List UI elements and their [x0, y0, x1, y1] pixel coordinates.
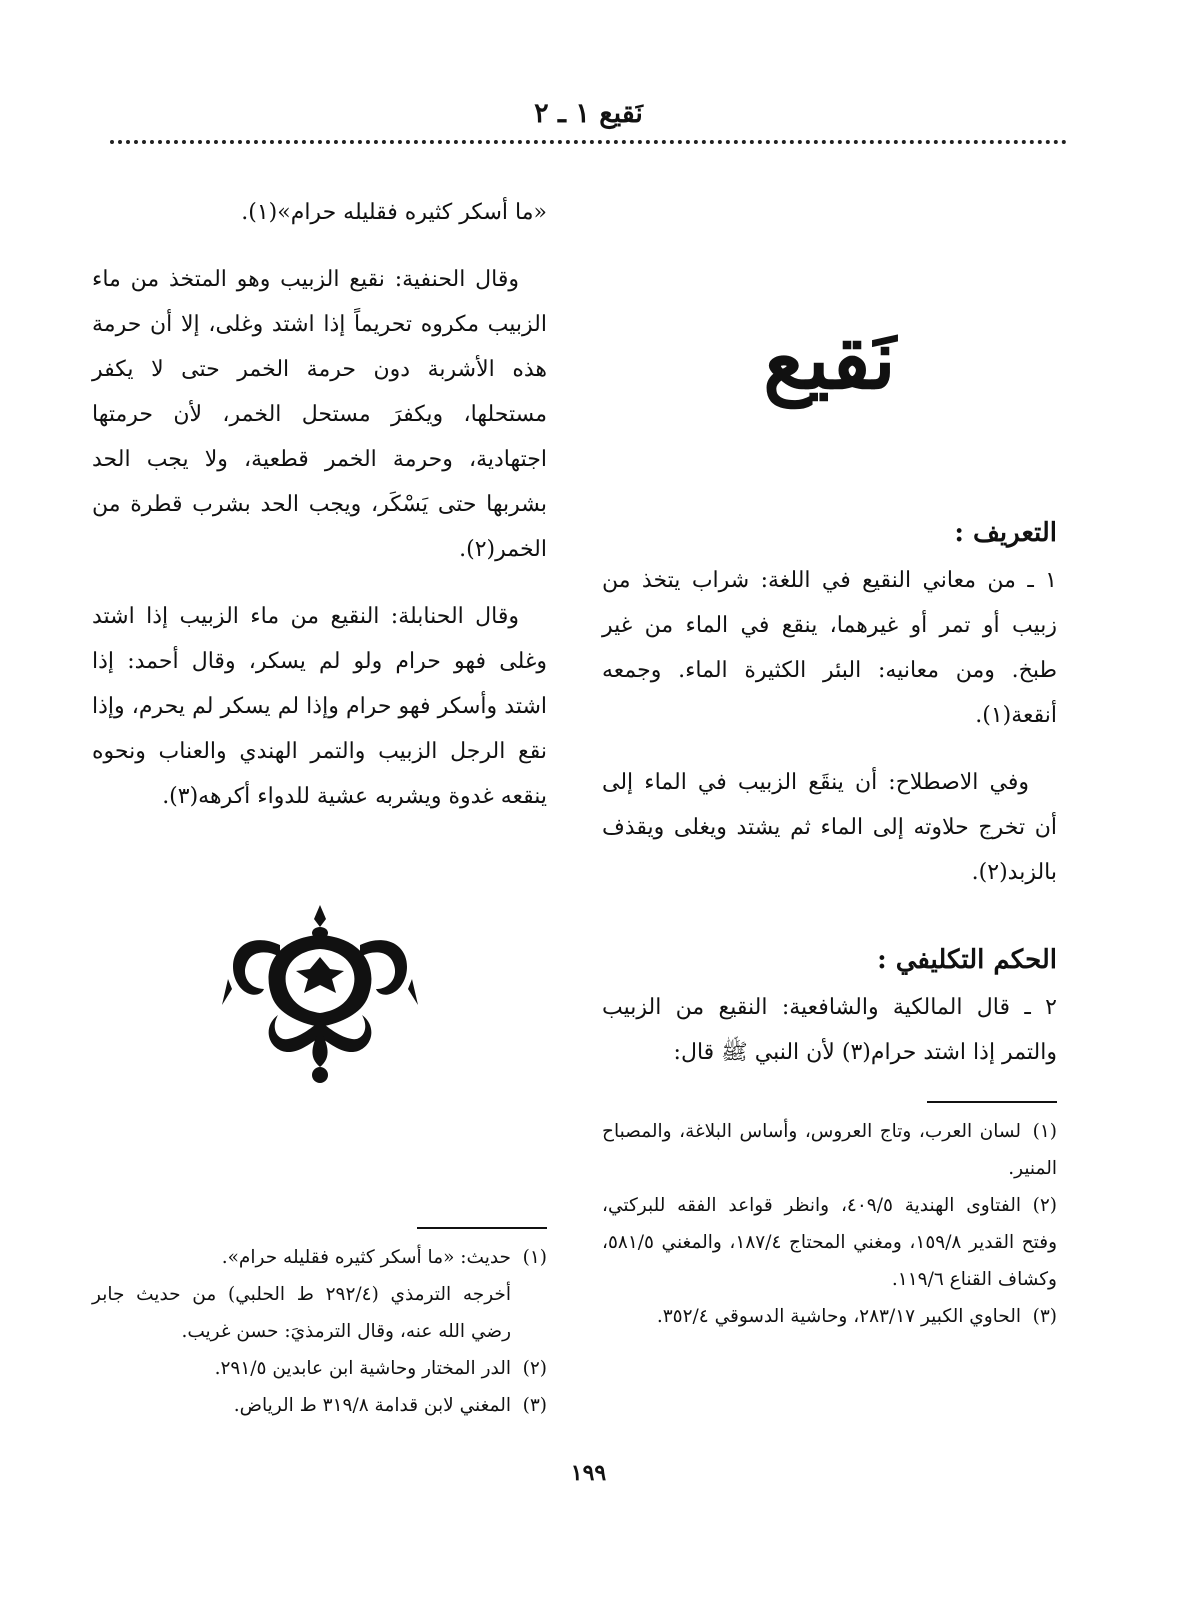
- footnote-item: (٣)الحاوي الكبير ٢٨٣/١٧، وحاشية الدسوقي ٣٥٢/٤.: [656, 1306, 1057, 1327]
- footnote-rule: [417, 1227, 547, 1229]
- decorative-ornament-icon: [220, 905, 420, 1085]
- footnote-rule: [927, 1101, 1057, 1103]
- page-number: ١٩٩: [570, 1460, 607, 1486]
- ruling-heading: الحكم التكليفي :: [877, 945, 1057, 975]
- footnote-item: (٣)المغني لابن قدامة ٣١٩/٨ ط الرياض.: [233, 1395, 547, 1416]
- definition-heading: التعريف :: [954, 518, 1057, 548]
- running-header: نَقيع ١ ـ ٢: [534, 98, 643, 129]
- hanbali-paragraph: وقال الحنابلة: النقيع من ماء الزبيب إذا اشتد وغلى فهو حرام ولو لم يسكر، وقال أحمد: إذا اشتد وأسكر فهو حرام وإذا لم يسكر لم يحرم، وإذا نقع الرجل الزبيب والتمر الهندي والعناب ونحوه ينقعه غدوة ويشربه عشية للدواء أكرهه(٣).: [92, 604, 547, 809]
- definition-paragraph: ١ ـ من معاني النقيع في اللغة: شراب يتخذ من زبيب أو تمر أو غيرهما، ينقع في الماء من غير طبخ. ومن معانيه: البئر الكثيرة الماء. وجمعه أنقعة(١).: [602, 568, 1057, 728]
- footnote-item: (١)حديث: «ما أسكر كثيره فقليله حرام».: [221, 1247, 547, 1268]
- right-column: [602, 190, 1057, 1335]
- footnote-item: (٢)الدر المختار وحاشية ابن عابدين ٢٩١/٥.: [214, 1358, 547, 1379]
- hadith-paragraph: «ما أسكر كثيره فقليله حرام»(١).: [241, 200, 547, 225]
- footnote-continuation: أخرجه الترمذي (٢٩٢/٤ ط الحلبي) من حديث جابر رضي الله عنه، وقال الترمذيَ: حسن غريب.: [92, 1284, 511, 1342]
- footnote-item: (٢)الفتاوى الهندية ٤٠٩/٥، وانظر قواعد الفقه للبركتي، وفتح القدير ١٥٩/٨، ومغني المحتاج ١٨٧/٤، والمغني ٥٨١/٥، وكشاف القناع ١١٩/٦.: [602, 1195, 1057, 1290]
- footnote-item: (١)لسان العرب، وتاج العروس، وأساس البلاغة، والمصباح المنير.: [602, 1121, 1057, 1179]
- hanafi-paragraph: وقال الحنفية: نقيع الزبيب وهو المتخذ من ماء الزبيب مكروه تحريماً إذا اشتد وغلى، إلا أن حرمة هذه الأشربة دون حرمة الخمر حتى لا يكفر مستحلها، ويكفرَ مستحل الخمر، لأن حرمتها اجتهادية، وحرمة الخمر قطعية، ولا يجب الحد بشربها حتى يَسْكَر، ويجب الحد بشرب قطرة من الخمر(٢).: [92, 267, 547, 562]
- terminology-paragraph: وفي الاصطلاح: أن ينقَع الزبيب في الماء إلى أن تخرج حلاوته إلى الماء ثم يشتد ويغلى ويقذف بالزبد(٢).: [602, 770, 1057, 885]
- left-column: [92, 190, 547, 1424]
- ruling-paragraph: ٢ ـ قال المالكية والشافعية: النقيع من الزبيب والتمر إذا اشتد حرام(٣) لأن النبي ﷺ قال:: [602, 995, 1057, 1065]
- dotted-separator: [110, 140, 1067, 144]
- entry-title: نَقيع: [763, 312, 896, 408]
